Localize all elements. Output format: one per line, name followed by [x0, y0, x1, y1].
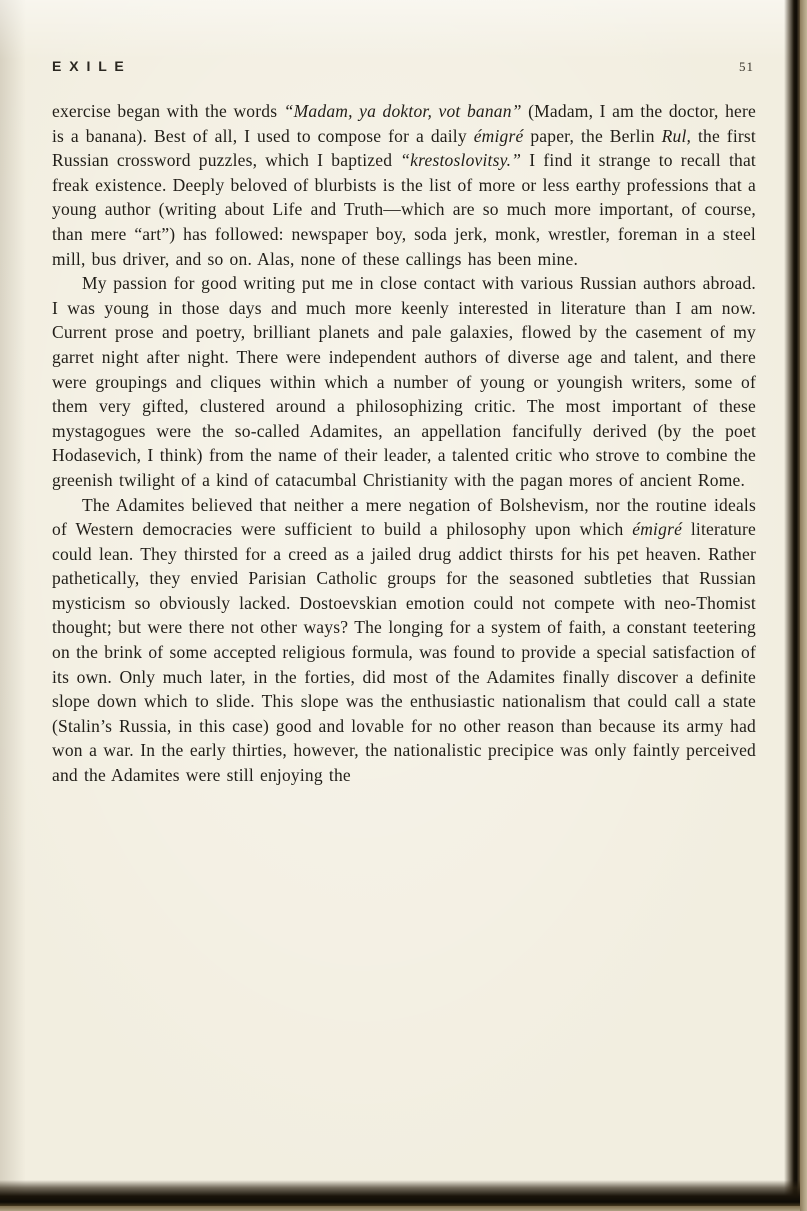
text-run: The Adamites believed that neither a mere negation of Bolshevism, nor the routine ideals of Western democracies were sufficient to build a philosophy upon which	[52, 494, 756, 540]
text-run: literature could lean. They thirsted for a creed as a jailed drug addict thirsts for his pet heaven. Rather pathetically, they envied Parisian Catholic groups for the seasoned subtleties that Russian mysticism so obviously lacked. Dostoevskian emotion could not compete with neo-Thomist thought; but were there not other ways? The longing for a system of faith, a constant teetering on the brink of some accepted religious formula, was found to provide a special satisfaction of its own. Only much later, in the forties, did most of the Adamites finally discover a definite slope down which to slide. This slope was the enthusiastic nationalism that could call a state (Stalin’s Russia, in this case) good and lovable for no other reason than because its army had won a war. In the early thirties, however, the nationalistic precipice was only faintly perceived and the Adamites were still enjoying the	[52, 519, 756, 786]
page-header	[52, 58, 756, 75]
text-run: paper, the Berlin	[523, 125, 662, 146]
page-edge-shadow-right	[784, 0, 800, 1211]
text-run: the first Russian crossword puzzles, which I baptized	[52, 125, 756, 171]
italic-text-run: Rul,	[661, 125, 692, 146]
page-edge-right	[800, 0, 807, 1211]
page-number: 51	[739, 59, 754, 74]
text-run: I find it strange to recall that freak existence. Deeply beloved of blurbists is the list of more or less earthy professions that a young author (writing about Life and Truth—which are so much more important, of course, than mere “art”) has followed: newspaper boy, soda jerk, monk, wrestler, foreman in a steel mill, bus driver, and so on. Alas, none of these callings has been mine.	[52, 150, 756, 269]
running-head: E X I L E	[52, 58, 126, 74]
book-page	[52, 58, 756, 788]
page-edge-shadow-bottom	[0, 1180, 800, 1206]
page-edge-bottom	[0, 1206, 800, 1211]
italic-text-run: “krestoslovitsy.”	[400, 150, 522, 171]
text-run: (Madam, I am the doctor, here is a banana). Best of all, I used to compose for a daily	[52, 101, 756, 146]
page-body	[52, 99, 756, 788]
paragraph	[52, 271, 756, 492]
paragraph	[52, 493, 756, 788]
text-run: My passion for good writing put me in close contact with various Russian authors abroad. I was young in those days and much more keenly interested in literature than I am now. Current prose and poetry, brilliant planets and pale galaxies, flowed by the casement of my garret night after night. There were independent authors of diverse age and talent, and there were groupings and cliques within which a number of young or youngish writers, some of them very gifted, clustered around a philosophizing critic. The most important of these mystagogues were the so-called Adamites, an appellation fancifully derived (by the poet Hodasevich, I think) from the name of their leader, a talented critic who strove to combine the greenish twilight of a kind of catacumbal Christianity with the pagan mores of ancient Rome.	[52, 273, 756, 490]
paragraph	[52, 99, 756, 271]
italic-text-run: émigré	[632, 519, 683, 540]
italic-text-run: “Madam, ya doktor, vot banan”	[283, 101, 522, 121]
text-run: exercise began with the words	[52, 101, 284, 121]
italic-text-run: émigré	[473, 125, 524, 146]
